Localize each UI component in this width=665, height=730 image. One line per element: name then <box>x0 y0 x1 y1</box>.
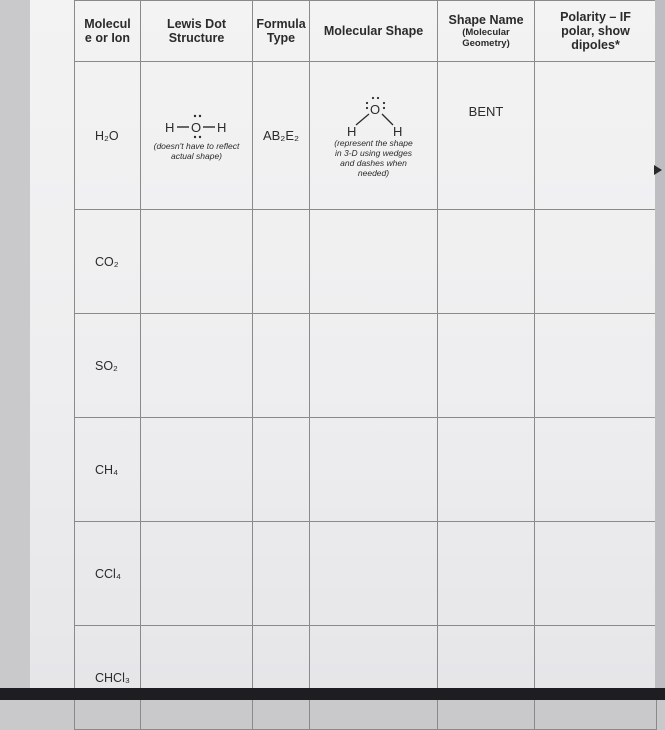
header-molecule: Molecul e or Ion <box>75 1 141 62</box>
formula-type-cell <box>253 418 310 522</box>
polarity-cell <box>535 62 657 210</box>
table-row <box>75 522 657 626</box>
table-row <box>75 626 657 730</box>
formula-type-cell <box>253 314 310 418</box>
molecule-cell: CO₂ <box>75 210 141 314</box>
shape-note-3: and dashes when <box>340 157 407 168</box>
molecular-shape-cell <box>310 62 438 210</box>
lewis-note: (doesn't have to reflect <box>153 140 240 151</box>
table-row <box>75 62 657 210</box>
header-row <box>75 1 657 62</box>
polarity-cell <box>535 418 657 522</box>
shape-name-cell <box>438 314 535 418</box>
lewis-cell <box>141 522 253 626</box>
lewis-note-line2: actual shape) <box>170 150 223 161</box>
molecular-shape-cell <box>310 626 438 730</box>
shape-name-cell <box>438 522 535 626</box>
molecule-cell: CH₄ <box>75 418 141 522</box>
molecule-cell: H₂O <box>75 62 141 210</box>
formula-type-cell: AB₂E₂ <box>253 62 310 210</box>
formula-type-cell <box>253 210 310 314</box>
molecule-cell: CHCl₃ <box>75 626 141 730</box>
header-shape-name: Shape Name (Molecular Geometry) <box>438 1 535 62</box>
molecular-shape-cell <box>310 418 438 522</box>
svg-text:H: H <box>164 119 174 135</box>
table-row <box>75 210 657 314</box>
svg-text:H: H <box>346 123 356 138</box>
polarity-cell <box>535 210 657 314</box>
molecule-cell: SO₂ <box>75 314 141 418</box>
svg-text:H: H <box>392 123 402 138</box>
shape-note-2: in 3-D using wedges <box>334 147 412 158</box>
svg-text:O: O <box>369 101 380 117</box>
svg-text:H: H <box>216 119 226 135</box>
polarity-cell <box>535 314 657 418</box>
molecule-table <box>74 0 657 730</box>
shape-name-cell <box>438 626 535 730</box>
shape-name-cell <box>438 418 535 522</box>
shape-name-cell: BENT <box>438 62 535 210</box>
header-lewis: Lewis Dot Structure <box>141 1 253 62</box>
shape-note-4: needed) <box>357 167 390 178</box>
lewis-cell <box>141 418 253 522</box>
cursor-arrow-icon <box>654 165 662 175</box>
lewis-cell <box>141 626 253 730</box>
molecule-cell: CCl₄ <box>75 522 141 626</box>
header-polarity: Polarity – IF polar, show dipoles* <box>535 1 657 62</box>
shape-note-1: (represent the shape <box>334 137 413 148</box>
polarity-cell <box>535 522 657 626</box>
header-shape: Molecular Shape <box>310 1 438 62</box>
header-formula: Formula Type <box>253 1 310 62</box>
shape-name-cell <box>438 210 535 314</box>
molecular-shape-cell <box>310 522 438 626</box>
page-edge <box>655 0 665 688</box>
polarity-cell <box>535 626 657 730</box>
bent-shape-drawing <box>329 94 419 138</box>
lewis-cell <box>141 210 253 314</box>
lewis-structure-drawing <box>147 111 247 141</box>
molecular-shape-cell <box>310 314 438 418</box>
lewis-cell <box>141 62 253 210</box>
svg-text:O: O <box>190 119 201 135</box>
table-row <box>75 314 657 418</box>
molecular-shape-cell <box>310 210 438 314</box>
bottom-dark-bar <box>0 688 665 700</box>
worksheet-page <box>30 0 655 688</box>
formula-type-cell <box>253 522 310 626</box>
lewis-cell <box>141 314 253 418</box>
formula-type-cell <box>253 626 310 730</box>
table-row <box>75 418 657 522</box>
